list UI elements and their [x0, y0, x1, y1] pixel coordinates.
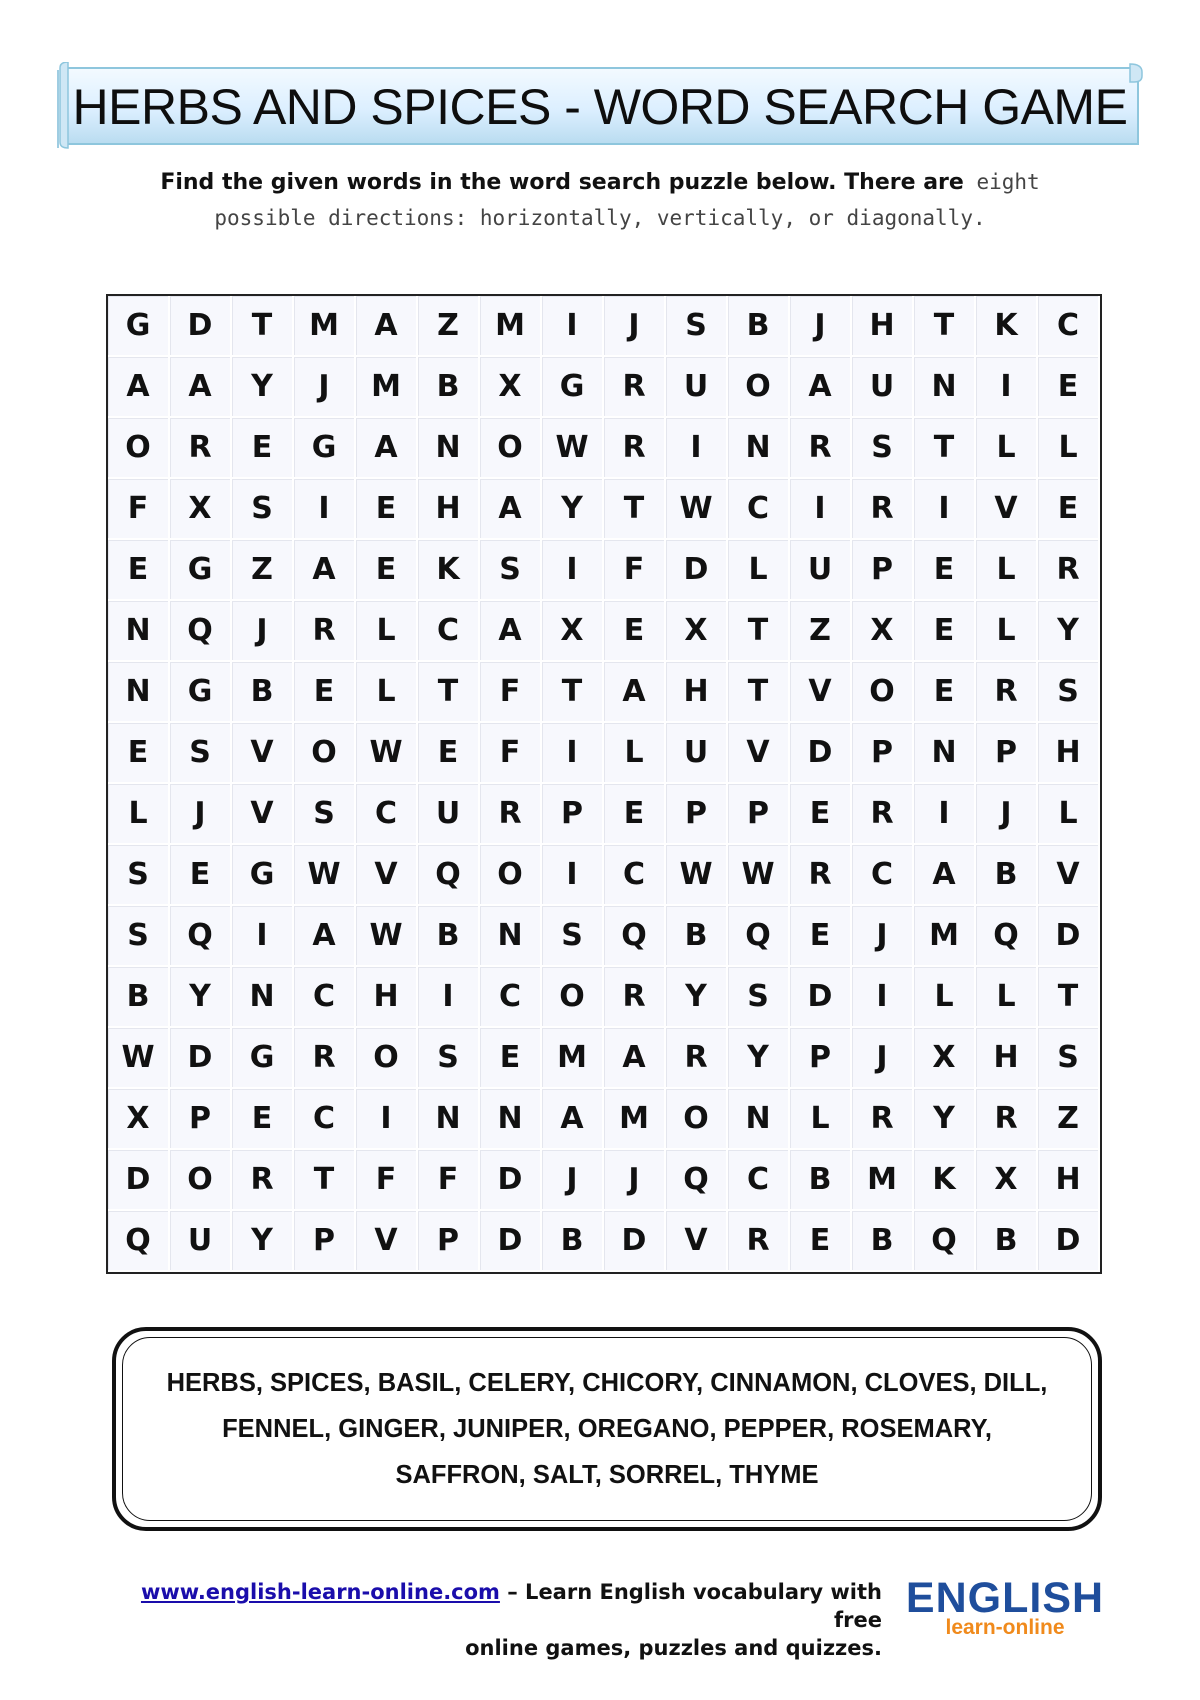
- grid-cell[interactable]: B: [728, 296, 790, 357]
- grid-cell[interactable]: S: [852, 418, 914, 479]
- grid-cell[interactable]: R: [976, 662, 1038, 723]
- grid-cell[interactable]: Y: [728, 1028, 790, 1089]
- grid-cell[interactable]: S: [1038, 662, 1100, 723]
- grid-cell[interactable]: O: [480, 418, 542, 479]
- grid-cell[interactable]: L: [356, 601, 418, 662]
- grid-cell[interactable]: A: [356, 296, 418, 357]
- grid-cell[interactable]: I: [356, 1089, 418, 1150]
- grid-cell[interactable]: E: [480, 1028, 542, 1089]
- grid-cell[interactable]: Q: [418, 845, 480, 906]
- grid-cell[interactable]: Z: [232, 540, 294, 601]
- grid-cell[interactable]: U: [418, 784, 480, 845]
- grid-cell[interactable]: E: [232, 1089, 294, 1150]
- word-list: [142, 1360, 1072, 1498]
- grid-cell[interactable]: T: [1038, 967, 1100, 1028]
- grid-cell[interactable]: O: [542, 967, 604, 1028]
- grid-cell[interactable]: W: [294, 845, 356, 906]
- grid-cell[interactable]: B: [108, 967, 170, 1028]
- grid-cell[interactable]: S: [480, 540, 542, 601]
- grid-cell[interactable]: X: [170, 479, 232, 540]
- grid-cell[interactable]: R: [852, 479, 914, 540]
- grid-cell[interactable]: C: [728, 1150, 790, 1211]
- grid-cell[interactable]: M: [604, 1089, 666, 1150]
- grid-cell[interactable]: Q: [170, 906, 232, 967]
- grid-cell[interactable]: R: [1038, 540, 1100, 601]
- grid-cell[interactable]: M: [542, 1028, 604, 1089]
- grid-cell[interactable]: I: [852, 967, 914, 1028]
- grid-cell[interactable]: J: [542, 1150, 604, 1211]
- grid-cell[interactable]: Y: [542, 479, 604, 540]
- word-list-line-2: FENNEL, GINGER, JUNIPER, OREGANO, PEPPER, ROSEMARY,: [222, 1415, 992, 1443]
- logo-sub-text: learn-online: [945, 1616, 1065, 1639]
- grid-cell[interactable]: A: [604, 1028, 666, 1089]
- instructions-bold-text: Find the given words in the word search puzzle below. There are: [160, 170, 964, 195]
- grid-cell[interactable]: D: [170, 1028, 232, 1089]
- grid-cell[interactable]: E: [232, 418, 294, 479]
- grid-cell[interactable]: T: [542, 662, 604, 723]
- grid-cell[interactable]: P: [790, 1028, 852, 1089]
- grid-cell[interactable]: B: [976, 845, 1038, 906]
- word-search-grid: [106, 294, 1102, 1274]
- grid-cell[interactable]: P: [170, 1089, 232, 1150]
- grid-cell[interactable]: J: [852, 906, 914, 967]
- grid-cell[interactable]: T: [728, 601, 790, 662]
- grid-cell[interactable]: J: [604, 1150, 666, 1211]
- grid-cell[interactable]: W: [542, 418, 604, 479]
- grid-cell[interactable]: F: [418, 1150, 480, 1211]
- grid-cell[interactable]: N: [914, 723, 976, 784]
- grid-cell[interactable]: S: [170, 723, 232, 784]
- grid-cell[interactable]: Y: [1038, 601, 1100, 662]
- grid-cell[interactable]: O: [666, 1089, 728, 1150]
- grid-cell[interactable]: X: [108, 1089, 170, 1150]
- grid-cell[interactable]: G: [170, 662, 232, 723]
- grid-cell[interactable]: P: [294, 1211, 356, 1272]
- grid-cell[interactable]: E: [790, 906, 852, 967]
- grid-cell[interactable]: I: [542, 845, 604, 906]
- grid-cell[interactable]: L: [914, 967, 976, 1028]
- grid-cell[interactable]: S: [418, 1028, 480, 1089]
- page-title: HERBS AND SPICES - WORD SEARCH GAME: [72, 79, 1128, 135]
- grid-cell[interactable]: G: [232, 1028, 294, 1089]
- grid-cell[interactable]: O: [356, 1028, 418, 1089]
- grid-cell[interactable]: H: [976, 1028, 1038, 1089]
- grid-cell[interactable]: Q: [728, 906, 790, 967]
- grid-cell[interactable]: R: [294, 601, 356, 662]
- grid-cell[interactable]: V: [976, 479, 1038, 540]
- grid-cell[interactable]: W: [356, 906, 418, 967]
- grid-cell[interactable]: A: [604, 662, 666, 723]
- grid-cell[interactable]: N: [728, 1089, 790, 1150]
- grid-cell[interactable]: W: [666, 479, 728, 540]
- grid-cell[interactable]: S: [108, 845, 170, 906]
- grid-cell[interactable]: R: [976, 1089, 1038, 1150]
- grid-cell[interactable]: S: [728, 967, 790, 1028]
- website-link[interactable]: www.english-learn-online.com: [140, 1580, 500, 1604]
- grid-cell[interactable]: V: [728, 723, 790, 784]
- grid-cell[interactable]: E: [914, 662, 976, 723]
- grid-cell[interactable]: S: [666, 296, 728, 357]
- grid-cell[interactable]: I: [418, 967, 480, 1028]
- grid-cell[interactable]: O: [170, 1150, 232, 1211]
- grid-cell[interactable]: F: [108, 479, 170, 540]
- grid-cell[interactable]: F: [480, 723, 542, 784]
- grid-cell[interactable]: P: [852, 540, 914, 601]
- grid-cell[interactable]: L: [108, 784, 170, 845]
- grid-cell[interactable]: C: [728, 479, 790, 540]
- grid-cell[interactable]: I: [294, 479, 356, 540]
- grid-cell[interactable]: G: [294, 418, 356, 479]
- grid-cell[interactable]: V: [232, 723, 294, 784]
- grid-cell[interactable]: M: [852, 1150, 914, 1211]
- grid-cell[interactable]: V: [790, 662, 852, 723]
- title-banner: [56, 62, 1144, 150]
- grid-cell[interactable]: E: [108, 723, 170, 784]
- grid-cell[interactable]: W: [356, 723, 418, 784]
- word-list-inner-border: [122, 1337, 1092, 1521]
- grid-cell[interactable]: Q: [108, 1211, 170, 1272]
- grid-cell[interactable]: I: [232, 906, 294, 967]
- grid-cell[interactable]: M: [914, 906, 976, 967]
- grid-cell[interactable]: I: [542, 723, 604, 784]
- grid-cell[interactable]: K: [976, 296, 1038, 357]
- grid-cell[interactable]: X: [852, 601, 914, 662]
- grid-cell[interactable]: O: [480, 845, 542, 906]
- grid-cell[interactable]: J: [170, 784, 232, 845]
- grid-cell[interactable]: N: [418, 1089, 480, 1150]
- grid-cell[interactable]: B: [418, 906, 480, 967]
- grid-cell[interactable]: C: [852, 845, 914, 906]
- grid-cell[interactable]: W: [108, 1028, 170, 1089]
- grid-cell[interactable]: L: [604, 723, 666, 784]
- grid-cell[interactable]: G: [232, 845, 294, 906]
- grid-cell[interactable]: V: [232, 784, 294, 845]
- grid-cell[interactable]: P: [418, 1211, 480, 1272]
- grid-cell[interactable]: P: [728, 784, 790, 845]
- grid-cell[interactable]: N: [108, 662, 170, 723]
- grid-cell[interactable]: A: [356, 418, 418, 479]
- grid-cell[interactable]: Y: [232, 1211, 294, 1272]
- grid-cell[interactable]: N: [480, 906, 542, 967]
- grid-cell[interactable]: E: [294, 662, 356, 723]
- grid-cell[interactable]: U: [666, 723, 728, 784]
- grid-cell[interactable]: Z: [790, 601, 852, 662]
- grid-cell[interactable]: Q: [666, 1150, 728, 1211]
- grid-cell[interactable]: F: [604, 540, 666, 601]
- grid-cell[interactable]: U: [852, 357, 914, 418]
- grid-cell[interactable]: B: [232, 662, 294, 723]
- logo-main-text: ENGLISH: [905, 1574, 1105, 1622]
- grid-cell[interactable]: H: [1038, 1150, 1100, 1211]
- grid-cell[interactable]: M: [356, 357, 418, 418]
- grid-cell[interactable]: H: [418, 479, 480, 540]
- grid-cell[interactable]: I: [790, 479, 852, 540]
- grid-cell[interactable]: L: [976, 540, 1038, 601]
- grid-cell[interactable]: E: [1038, 357, 1100, 418]
- grid-cell[interactable]: R: [604, 418, 666, 479]
- grid-cell[interactable]: H: [1038, 723, 1100, 784]
- instructions-eight-text: eight: [963, 170, 1040, 194]
- grid-cell[interactable]: D: [170, 296, 232, 357]
- grid-cell[interactable]: S: [1038, 1028, 1100, 1089]
- grid-cell[interactable]: R: [852, 784, 914, 845]
- grid-cell[interactable]: A: [108, 357, 170, 418]
- grid-cell[interactable]: V: [356, 1211, 418, 1272]
- grid-cell[interactable]: L: [976, 967, 1038, 1028]
- grid-cell[interactable]: P: [542, 784, 604, 845]
- grid-cell[interactable]: B: [418, 357, 480, 418]
- grid-cell[interactable]: E: [790, 1211, 852, 1272]
- grid-cell[interactable]: E: [356, 479, 418, 540]
- grid-cell[interactable]: L: [790, 1089, 852, 1150]
- grid-cell[interactable]: N: [232, 967, 294, 1028]
- grid-cell[interactable]: F: [356, 1150, 418, 1211]
- grid-cell[interactable]: H: [356, 967, 418, 1028]
- grid-cell[interactable]: D: [604, 1211, 666, 1272]
- grid-cell[interactable]: N: [914, 357, 976, 418]
- word-list-box: [112, 1327, 1102, 1531]
- grid-cell[interactable]: D: [480, 1211, 542, 1272]
- grid-cell[interactable]: R: [170, 418, 232, 479]
- grid-cell[interactable]: A: [294, 906, 356, 967]
- grid-cell[interactable]: R: [604, 357, 666, 418]
- grid-cell[interactable]: G: [170, 540, 232, 601]
- grid-cell[interactable]: L: [1038, 418, 1100, 479]
- grid-cell[interactable]: T: [728, 662, 790, 723]
- grid-cell[interactable]: L: [728, 540, 790, 601]
- grid-cell[interactable]: K: [418, 540, 480, 601]
- grid-cell[interactable]: R: [294, 1028, 356, 1089]
- grid-cell[interactable]: I: [542, 296, 604, 357]
- grid-cell[interactable]: T: [604, 479, 666, 540]
- grid-cell[interactable]: C: [1038, 296, 1100, 357]
- grid-cell[interactable]: Y: [232, 357, 294, 418]
- grid-cell[interactable]: H: [666, 662, 728, 723]
- grid-cell[interactable]: A: [790, 357, 852, 418]
- grid-cell[interactable]: X: [666, 601, 728, 662]
- grid-cell[interactable]: D: [666, 540, 728, 601]
- grid-cell[interactable]: R: [790, 845, 852, 906]
- grid-cell[interactable]: E: [356, 540, 418, 601]
- grid-cell[interactable]: Q: [914, 1211, 976, 1272]
- english-learn-online-logo: [905, 1576, 1105, 1646]
- grid-cell[interactable]: O: [728, 357, 790, 418]
- grid-cell[interactable]: H: [852, 296, 914, 357]
- grid-cell[interactable]: J: [852, 1028, 914, 1089]
- grid-cell[interactable]: K: [914, 1150, 976, 1211]
- grid-cell[interactable]: B: [976, 1211, 1038, 1272]
- grid-cell[interactable]: M: [480, 296, 542, 357]
- grid-cell[interactable]: W: [666, 845, 728, 906]
- grid-cell[interactable]: A: [914, 845, 976, 906]
- grid-cell[interactable]: I: [542, 540, 604, 601]
- word-list-line-1: HERBS, SPICES, BASIL, CELERY, CHICORY, CINNAMON, CLOVES, DILL,: [166, 1369, 1048, 1397]
- grid-cell[interactable]: V: [1038, 845, 1100, 906]
- grid-cell[interactable]: X: [914, 1028, 976, 1089]
- grid-cell[interactable]: A: [480, 601, 542, 662]
- grid-cell[interactable]: P: [852, 723, 914, 784]
- grid-cell[interactable]: O: [294, 723, 356, 784]
- grid-cell[interactable]: I: [914, 784, 976, 845]
- grid-cell[interactable]: Q: [170, 601, 232, 662]
- grid-cell[interactable]: E: [604, 784, 666, 845]
- grid-cell[interactable]: Z: [1038, 1089, 1100, 1150]
- grid-cell[interactable]: J: [294, 357, 356, 418]
- grid-cell[interactable]: L: [976, 418, 1038, 479]
- footer-line-1: [112, 1578, 882, 1634]
- grid-cell[interactable]: M: [294, 296, 356, 357]
- grid-cell[interactable]: B: [666, 906, 728, 967]
- grid-cell[interactable]: N: [480, 1089, 542, 1150]
- grid-cell[interactable]: S: [542, 906, 604, 967]
- grid-cell[interactable]: O: [852, 662, 914, 723]
- grid-cell[interactable]: B: [852, 1211, 914, 1272]
- grid-cell[interactable]: E: [418, 723, 480, 784]
- grid-cell[interactable]: N: [418, 418, 480, 479]
- grid-cell[interactable]: R: [790, 418, 852, 479]
- grid-cell[interactable]: L: [976, 601, 1038, 662]
- grid-cell[interactable]: J: [790, 296, 852, 357]
- grid-cell[interactable]: C: [418, 601, 480, 662]
- grid-cell[interactable]: E: [108, 540, 170, 601]
- grid-cell[interactable]: J: [232, 601, 294, 662]
- grid-cell[interactable]: P: [666, 784, 728, 845]
- grid-cell[interactable]: S: [232, 479, 294, 540]
- grid-cell[interactable]: Y: [914, 1089, 976, 1150]
- grid-cell[interactable]: J: [976, 784, 1038, 845]
- footer-tagline-1: – Learn English vocabulary with free: [499, 1580, 882, 1632]
- grid-cell[interactable]: N: [108, 601, 170, 662]
- footer-tagline-2: online games, puzzles and quizzes.: [465, 1636, 882, 1660]
- grid-cell[interactable]: X: [542, 601, 604, 662]
- grid-cell[interactable]: X: [480, 357, 542, 418]
- grid-cell[interactable]: X: [976, 1150, 1038, 1211]
- grid-cell[interactable]: T: [914, 296, 976, 357]
- footer-text: [112, 1578, 882, 1662]
- grid-cell[interactable]: F: [480, 662, 542, 723]
- grid-cell[interactable]: D: [1038, 906, 1100, 967]
- grid-cell[interactable]: G: [108, 296, 170, 357]
- grid-cell[interactable]: Z: [418, 296, 480, 357]
- grid-cell[interactable]: I: [914, 479, 976, 540]
- grid-cell[interactable]: L: [1038, 784, 1100, 845]
- grid-cell[interactable]: U: [666, 357, 728, 418]
- grid-cell[interactable]: R: [666, 1028, 728, 1089]
- grid-cell[interactable]: D: [790, 967, 852, 1028]
- grid-cell[interactable]: N: [728, 418, 790, 479]
- grid-cell[interactable]: E: [914, 601, 976, 662]
- grid-cell[interactable]: C: [480, 967, 542, 1028]
- grid-cell[interactable]: R: [728, 1211, 790, 1272]
- grid-cell[interactable]: J: [604, 296, 666, 357]
- grid-cell[interactable]: D: [108, 1150, 170, 1211]
- grid-cell[interactable]: Q: [976, 906, 1038, 967]
- instructions-line-2: [100, 200, 1100, 237]
- grid-cell[interactable]: A: [480, 479, 542, 540]
- grid-cell[interactable]: S: [108, 906, 170, 967]
- grid-cell[interactable]: C: [356, 784, 418, 845]
- grid-cell[interactable]: R: [852, 1089, 914, 1150]
- grid-cell[interactable]: C: [294, 967, 356, 1028]
- grid-cell[interactable]: U: [170, 1211, 232, 1272]
- grid-cell[interactable]: I: [666, 418, 728, 479]
- grid-cell[interactable]: E: [1038, 479, 1100, 540]
- grid-cell[interactable]: A: [294, 540, 356, 601]
- grid-cell[interactable]: D: [790, 723, 852, 784]
- grid-cell[interactable]: D: [1038, 1211, 1100, 1272]
- grid-cell[interactable]: P: [976, 723, 1038, 784]
- grid-cell[interactable]: R: [604, 967, 666, 1028]
- grid-cell[interactable]: T: [232, 296, 294, 357]
- grid-cell[interactable]: T: [294, 1150, 356, 1211]
- grid-cell[interactable]: A: [542, 1089, 604, 1150]
- word-list-line-3: SAFFRON, SALT, SORREL, THYME: [395, 1461, 819, 1489]
- grid-cell[interactable]: T: [418, 662, 480, 723]
- grid-cell[interactable]: Y: [170, 967, 232, 1028]
- grid-cell[interactable]: Q: [604, 906, 666, 967]
- grid-cell[interactable]: I: [976, 357, 1038, 418]
- grid-cell[interactable]: E: [790, 784, 852, 845]
- grid-cell[interactable]: S: [294, 784, 356, 845]
- grid-cell[interactable]: V: [666, 1211, 728, 1272]
- grid-cell[interactable]: E: [914, 540, 976, 601]
- grid-cell[interactable]: R: [232, 1150, 294, 1211]
- grid-cell[interactable]: A: [170, 357, 232, 418]
- instructions-directions-text: possible directions: horizontally, vertically, or diagonally.: [214, 206, 986, 230]
- grid-cell[interactable]: U: [790, 540, 852, 601]
- grid-cell[interactable]: L: [356, 662, 418, 723]
- grid-cell[interactable]: V: [356, 845, 418, 906]
- grid-cell[interactable]: E: [604, 601, 666, 662]
- instructions-line-1: [100, 164, 1100, 201]
- grid-cell[interactable]: R: [480, 784, 542, 845]
- grid-cell[interactable]: Y: [666, 967, 728, 1028]
- grid-cell[interactable]: D: [480, 1150, 542, 1211]
- grid-cell[interactable]: W: [728, 845, 790, 906]
- grid-cell[interactable]: B: [542, 1211, 604, 1272]
- grid-cell[interactable]: T: [914, 418, 976, 479]
- grid-cell[interactable]: O: [108, 418, 170, 479]
- grid-cell[interactable]: E: [170, 845, 232, 906]
- grid-cell[interactable]: G: [542, 357, 604, 418]
- grid-cell[interactable]: C: [294, 1089, 356, 1150]
- grid-cell[interactable]: C: [604, 845, 666, 906]
- grid-cell[interactable]: B: [790, 1150, 852, 1211]
